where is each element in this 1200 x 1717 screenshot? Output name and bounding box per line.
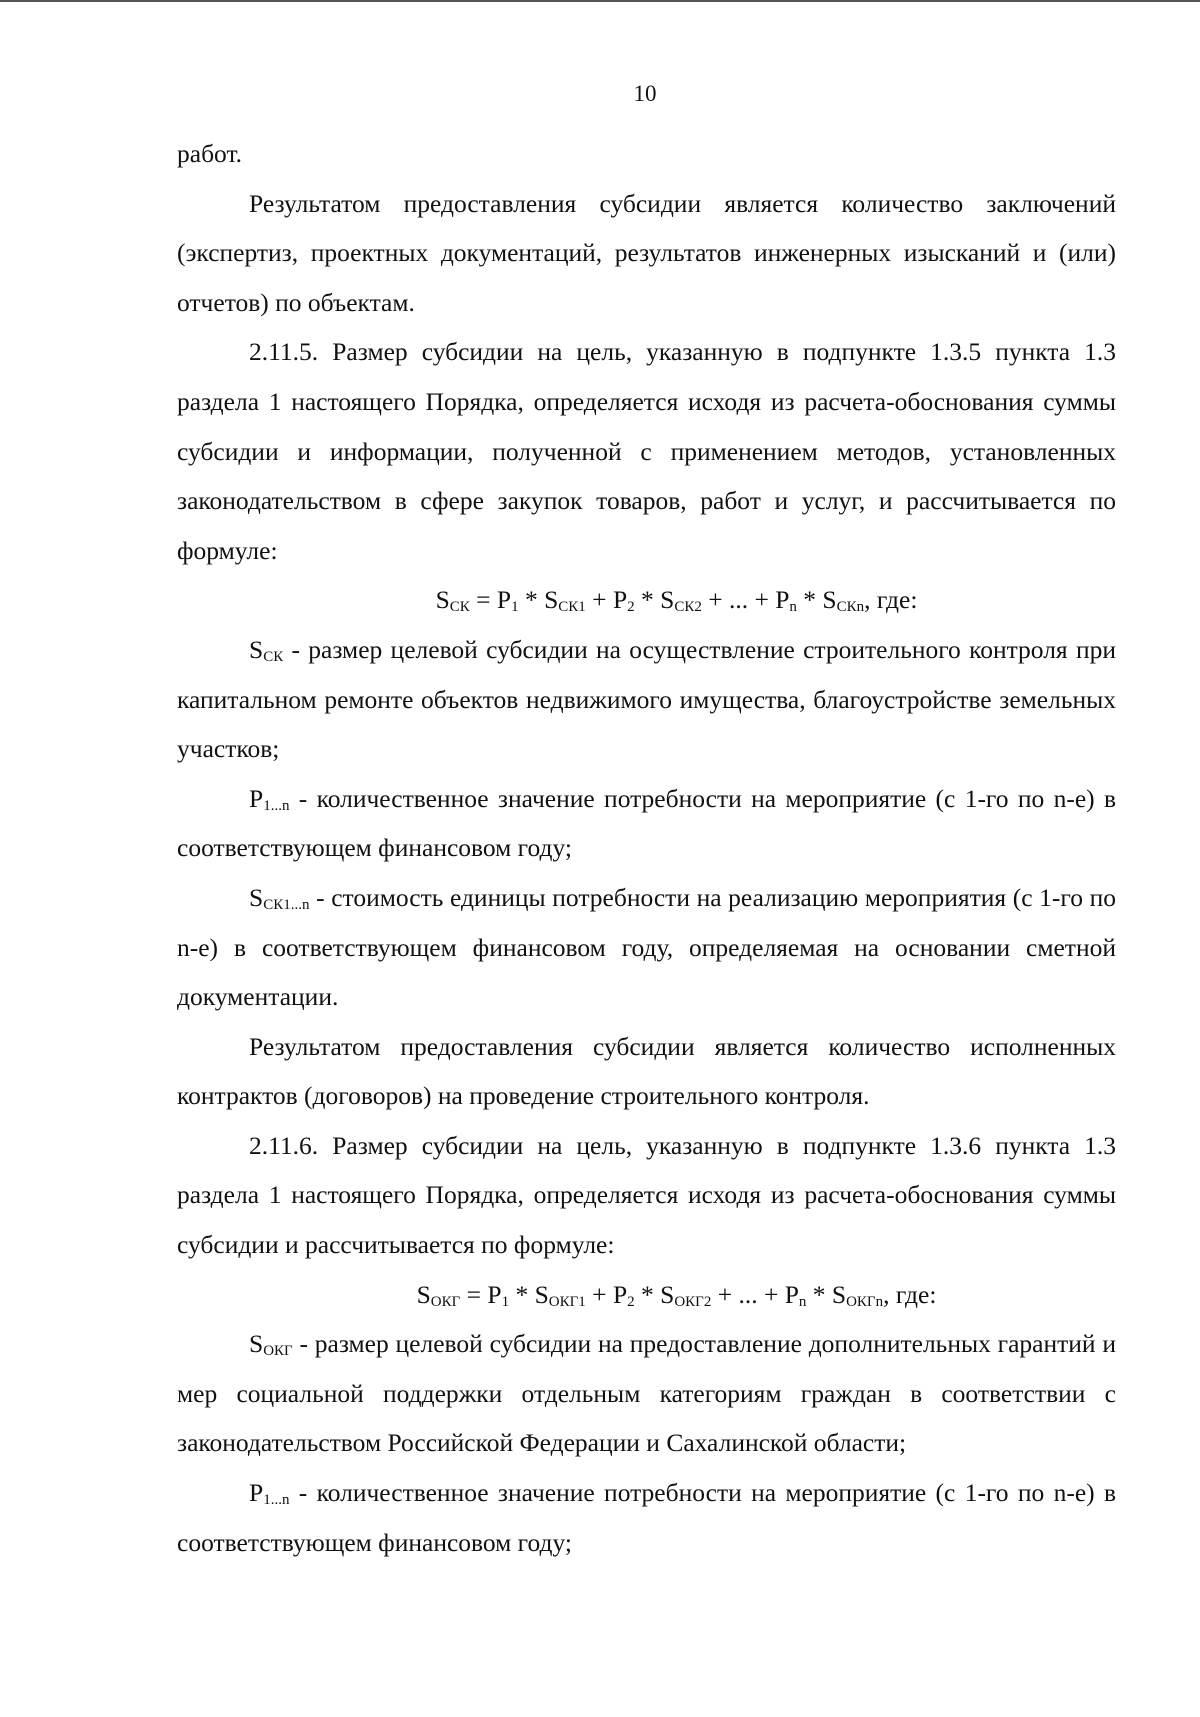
paragraph-result-contracts: Результатом предоставления субсидии является количество исполненных контрактов (договоров) на проведение строительного контроля. [177,1031,1116,1111]
definition-p-1-n-second: $P_{1...n}$ - количественное значение потребности на мероприятие (с 1-го по n-е) в соответствующем финансовом году; [177,1478,1116,1557]
paragraph-2-11-6: 2.11.6. Размер субсидии на цель, указанную в подпункте 1.3.6 пункта 1.3 раздела 1 настоящего Порядка, определяется исходя из расчета-обоснования суммы субсидии и рассчитывается по формуле: [177,1130,1116,1260]
definition-sck: $S_{СК}$ - размер целевой субсидии на осуществление строительного контроля при капитальном ремонте объектов недвижимого имущества, благоустройстве земельных участков; [177,634,1116,764]
document-body [177,129,1116,1567]
page-number: 10 [633,81,657,106]
paragraph-result-expertise: Результатом предоставления субсидии является количество заключений (экспертиз, проектных документаций, результатов инженерных изысканий и (или) отчетов) по объектам. [177,188,1116,317]
paragraph-continuation: работ. [177,139,243,168]
definition-sck-1-n: $S_{СК1...n}$ - стоимость единицы потребности на реализацию мероприятия (с 1-го по n-е) в соответствующем финансовом году, определяемая на основании сметной документации. [177,882,1116,1012]
definition-p-1-n: $P_{1...n}$ - количественное значение потребности на мероприятие (с 1-го по n-е) в соответствующем финансовом году; [177,783,1116,863]
paragraph-2-11-5: 2.11.5. Размер субсидии на цель, указанную в подпункте 1.3.5 пункта 1.3 раздела 1 настоящего Порядка, определяется исходя из расчета-обоснования суммы субсидии и информации, полученной с применением методов, установленных законодательством в сфере закупок товаров, работ и услуг, и рассчитывается по формуле: [177,337,1116,565]
formula-sck: $S_{СК} = P_1 * S_{СК1} + P_2 * S_{СК2}$ + ... + $P_n * S_{СКn}$, где: [435,585,918,616]
top-edge-line [0,0,1200,2]
definition-sokg: $S_{ОКГ}$ - размер целевой субсидии на предоставление дополнительных гарантий и мер социальной поддержки отдельным категориям граждан в соответствии с законодательством Российской Федерации и Сахалинской области; [177,1329,1116,1458]
formula-sokg: $S_{ОКГ} = P_1 * S_{ОКГ1} + P_2 * S_{ОКГ2}$ + ... + $P_n * S_{ОКГn}$, где: [416,1279,937,1310]
